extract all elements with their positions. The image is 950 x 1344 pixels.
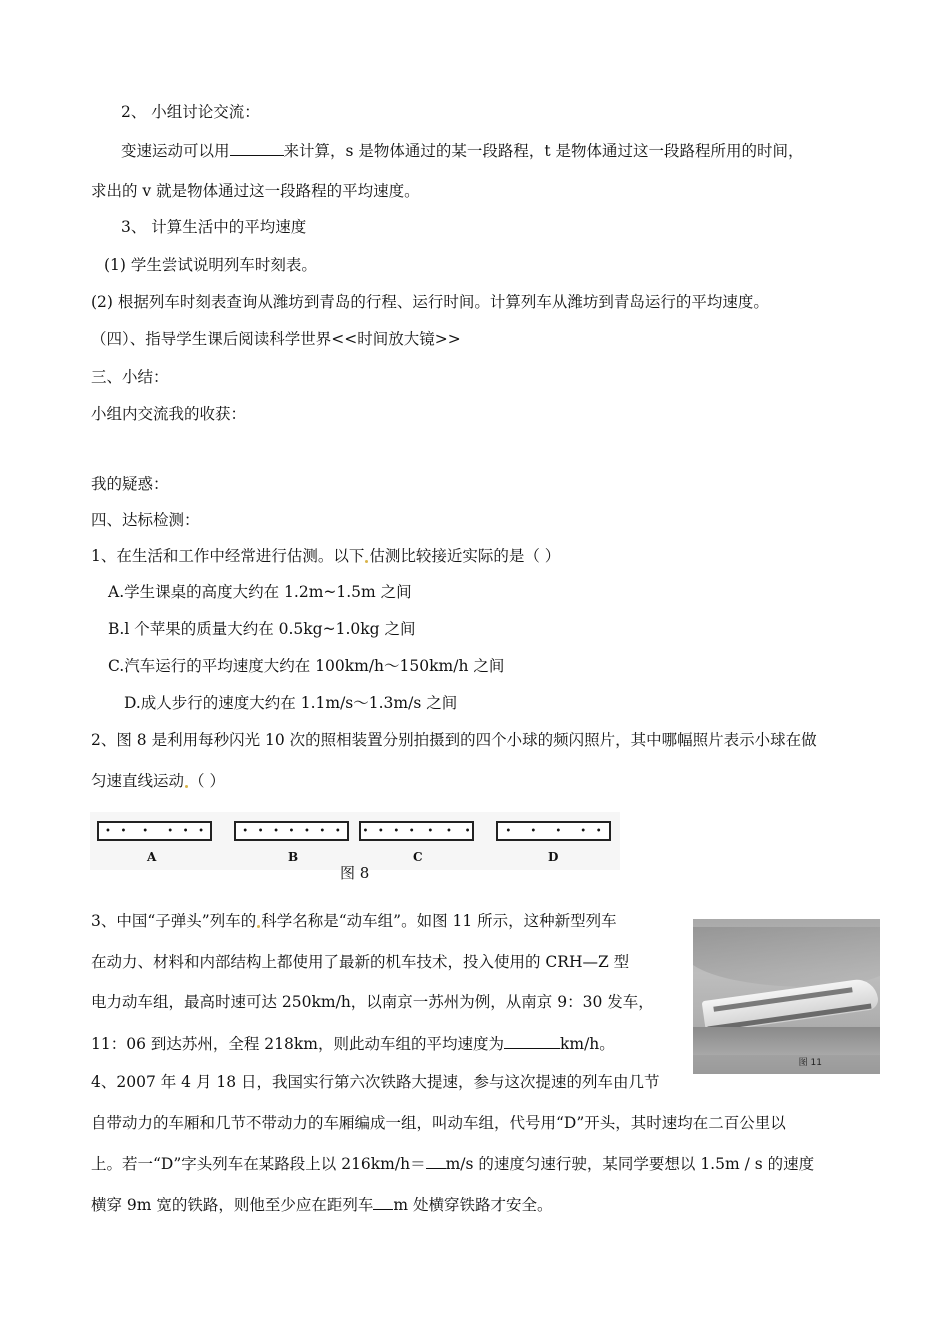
fill-blank[interactable] (373, 1194, 393, 1210)
ink-mark (257, 925, 260, 928)
summary-gain: 小组内交流我的收获： (91, 405, 247, 423)
q1-option-b: B.l 个苹果的质量大约在 0.5kg~1.0kg 之间 (108, 620, 416, 638)
photo-b-frame: • • • • • • • (234, 821, 349, 841)
q1-option-d: D.成人步行的速度大约在 1.1m/s～1.3m/s 之间 (124, 694, 458, 712)
q1-option-c: C.汽车运行的平均速度大约在 100km/h～150km/h 之间 (108, 657, 505, 675)
q1-option-a: A.学生课桌的高度大约在 1.2m~1.5m 之间 (108, 583, 412, 601)
text: m/s 的速度匀速行驶，某同学要想以 1.5m / s 的速度 (445, 1155, 815, 1173)
text: （ ） (189, 772, 225, 790)
question-3-line3: 电力动车组，最高时速可达 250km/h，以南京一苏州为例，从南京 9：30 发车， (91, 993, 654, 1011)
question-1 (91, 546, 560, 566)
text: 来计算，s 是物体通过的某一段路程，t 是物体通过这一段路程所用的时间， (283, 142, 804, 160)
paragraph-variable-speed-cont: 求出的 v 就是物体通过这一段路程的平均速度。 (91, 182, 420, 200)
text: 3、中国“子弹头”列车的 (91, 912, 257, 930)
question-4-line2: 自带动力的车厢和几节不带动力的车厢编成一组，叫动车组，代号用“D”开头，其时速均在二百公里以 (91, 1114, 786, 1132)
question-3-line1 (91, 911, 617, 931)
text: 上。若一“D”字头列车在某路段上以 216km/h＝ (91, 1155, 426, 1173)
paragraph-variable-speed (121, 140, 804, 161)
ink-mark (365, 560, 368, 563)
photo-a-label: A (147, 850, 157, 864)
section-2-heading: 2、 小组讨论交流： (121, 103, 260, 121)
text: 匀速直线运动 (91, 772, 185, 790)
ink-mark (185, 785, 188, 788)
question-4-line4 (91, 1194, 553, 1215)
text: 估测比较接近实际的是（ ） (369, 547, 561, 565)
text: km/h。 (559, 1035, 615, 1053)
summary-heading: 三、小结： (91, 368, 169, 386)
section-3-heading: 3、 计算生活中的平均速度 (121, 218, 307, 236)
photo-c-frame: • • • • • • • (359, 821, 474, 841)
test-heading: 四、达标检测： (91, 511, 200, 529)
figure-8-caption: 图 8 (340, 864, 370, 882)
photo-c-label: C (413, 850, 423, 864)
text: 11：06 到达苏州，全程 218km，则此动车组的平均速度为 (91, 1035, 504, 1053)
fill-blank[interactable] (426, 1153, 446, 1169)
photo-b-label: B (288, 850, 299, 864)
photo-d-frame: • • • • • (496, 821, 611, 841)
figure-11-train-photo (693, 919, 880, 1074)
question-3-line2: 在动力、材料和内部结构上都使用了最新的机车技术，投入使用的 CRH—Z 型 (91, 953, 630, 971)
text: 变速运动可以用 (121, 142, 230, 160)
part-4-reading: （四）、指导学生课后阅读科学世界<<时间放大镜>> (91, 330, 461, 348)
fill-blank[interactable] (230, 140, 284, 156)
photo-track (693, 1027, 880, 1055)
question-4-line1: 4、2007 年 4 月 18 日，我国实行第六次铁路大提速，参与这次提速的列车由几节 (91, 1073, 660, 1091)
photo-hill (693, 927, 880, 987)
text: m 处横穿铁路才安全。 (393, 1196, 553, 1214)
text: 科学名称是“动车组”。如图 11 所示，这种新型列车 (261, 912, 617, 930)
fill-blank[interactable] (504, 1033, 560, 1049)
question-4-line3 (91, 1153, 814, 1174)
photo-a-frame: • • • • • • (97, 821, 212, 841)
text: 1、在生活和工作中经常进行估测。以下 (91, 547, 365, 565)
summary-doubt: 我的疑惑： (91, 475, 169, 493)
question-2-line1: 2、图 8 是利用每秒闪光 10 次的照相装置分别拍摄到的四个小球的频闪照片，其中哪幅照片表示小球在做 (91, 731, 817, 749)
item-1: (1) 学生尝试说明列车时刻表。 (104, 256, 317, 274)
question-2-line2 (91, 771, 225, 791)
figure-11-caption: 图 11 (798, 1058, 822, 1068)
question-3-line4 (91, 1033, 615, 1054)
text: 横穿 9m 宽的铁路，则他至少应在距列车 (91, 1196, 374, 1214)
photo-d-label: D (548, 850, 559, 864)
item-2: (2) 根据列车时刻表查询从潍坊到青岛的行程、运行时间。计算列车从潍坊到青岛运行的平均速度。 (91, 293, 769, 311)
